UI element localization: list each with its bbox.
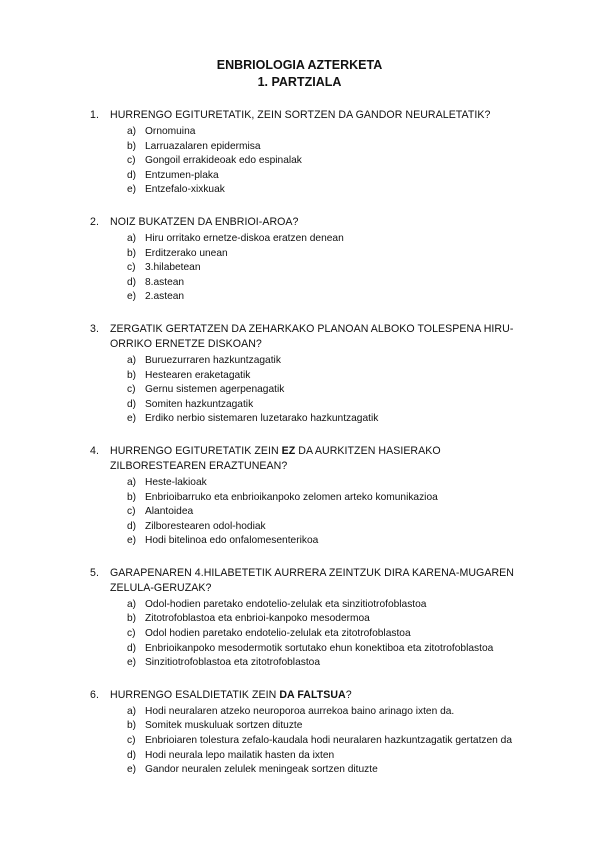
option-text: Hodi neurala lepo mailatik hasten da ixten	[145, 749, 335, 761]
option-letter: a)	[127, 354, 137, 366]
option-letter: a)	[127, 126, 137, 137]
option-b	[0, 491, 545, 506]
page-subtitle: 1. PARTZIALA	[257, 75, 342, 89]
option-letter: e)	[127, 291, 137, 303]
option-text: Erditzerako unean	[145, 247, 228, 259]
option-c	[0, 734, 545, 749]
option-text: Hodi bitelinoa edo onfalomesenterikoa	[145, 535, 319, 547]
option-text: Gernu sistemen agerpenagatik	[145, 384, 285, 396]
option-list	[0, 354, 599, 427]
option-letter: b)	[127, 247, 137, 259]
question-number: 6.	[90, 688, 99, 701]
option-list	[0, 476, 599, 549]
option-text: Buruezurraren hazkuntzagatik	[145, 354, 281, 366]
option-letter: c)	[127, 506, 136, 518]
option-a	[0, 705, 545, 720]
question-text	[0, 688, 530, 703]
option-e	[0, 290, 545, 305]
option-c	[0, 154, 545, 169]
option-text: Enbrioiaren tolestura zefalo-kaudala hodi neuralaren hazkuntzagatik gertatzen da	[145, 735, 512, 747]
option-letter: c)	[127, 262, 136, 274]
option-letter: b)	[127, 613, 137, 625]
option-b	[0, 247, 545, 262]
question-list	[0, 108, 599, 795]
option-text: Entzefalo-xixkuak	[145, 184, 225, 196]
option-a	[0, 354, 545, 369]
question-prompt: HURRENGO EGITURETATIK, ZEIN SORTZEN DA GANDOR NEURALETATIK?	[110, 109, 491, 121]
option-list	[0, 705, 599, 778]
question-prompt-emphasis: EZ	[281, 444, 296, 457]
option-b	[0, 719, 545, 734]
option-text: Alantoidea	[145, 506, 194, 518]
question-number: 2.	[90, 215, 99, 228]
option-letter: e)	[127, 535, 137, 547]
option-letter: e)	[127, 413, 137, 425]
option-text: Heste-lakioak	[145, 476, 207, 488]
option-a	[0, 125, 545, 140]
question-prompt: ZERGATIK GERTATZEN DA ZEHARKAKO PLANOAN ALBOKO TOLESPENA HIRU-ORRIKO ERNETZE DISKOAN?	[110, 322, 514, 350]
option-letter: b)	[127, 491, 137, 503]
option-list	[0, 598, 599, 671]
page-title: ENBRIOLOGIA AZTERKETA	[216, 58, 383, 72]
option-text: Odol hodien paretako endotelio-zelulak eta zitotrofoblastoa	[145, 628, 411, 640]
question-number: 1.	[90, 109, 99, 121]
option-letter: c)	[127, 628, 136, 640]
option-b	[0, 612, 545, 627]
question-4	[0, 444, 599, 549]
option-letter: d)	[127, 749, 137, 761]
option-letter: e)	[127, 657, 137, 669]
option-text: Gongoil errakideoak edo espinalak	[145, 155, 302, 167]
option-list	[0, 232, 599, 305]
question-prompt-start: HURRENGO EGITURETATIK ZEIN	[110, 444, 282, 457]
option-d	[0, 749, 545, 764]
option-text: Gandor neuralen zelulek meningeak sortzen dituzte	[145, 764, 378, 776]
option-text: 8.astean	[145, 276, 185, 288]
option-letter: c)	[127, 384, 136, 396]
option-a	[0, 476, 545, 491]
question-3	[0, 322, 599, 427]
question-prompt-emphasis: DA FALTSUA	[279, 688, 346, 701]
option-letter: b)	[127, 720, 137, 732]
option-text: Hiru orritako ernetze-diskoa eratzen denean	[145, 232, 344, 244]
option-c	[0, 261, 545, 276]
option-c	[0, 383, 545, 398]
option-d	[0, 520, 545, 535]
option-text: Entzumen-plaka	[145, 169, 219, 181]
option-b	[0, 140, 545, 155]
option-letter: d)	[127, 398, 137, 410]
option-d	[0, 642, 545, 657]
option-text: 2.astean	[145, 291, 185, 303]
question-text	[0, 215, 530, 230]
option-text: Zilborestearen odol-hodiak	[145, 520, 266, 532]
option-text: Larruazalaren epidermisa	[145, 140, 261, 152]
option-letter: a)	[127, 476, 137, 488]
option-d	[0, 276, 545, 291]
question-text	[0, 566, 530, 596]
option-text: Enbrioikanpoko mesodermotik sortutako ehun konektiboa eta zitotrofoblastoa	[145, 642, 494, 654]
option-e	[0, 763, 545, 778]
option-text: Somitek muskuluak sortzen dituzte	[145, 720, 303, 732]
option-text: Zitotrofoblastoa eta enbrioi-kanpoko mesodermoa	[145, 613, 370, 625]
option-letter: a)	[127, 232, 137, 244]
option-letter: d)	[127, 276, 137, 288]
option-d	[0, 398, 545, 413]
question-text	[0, 108, 530, 123]
option-list	[0, 125, 599, 198]
option-b	[0, 369, 545, 384]
question-prompt-start: HURRENGO ESALDIETATIK ZEIN	[110, 688, 280, 701]
option-letter: e)	[127, 764, 137, 776]
option-e	[0, 534, 545, 549]
option-letter: c)	[127, 155, 136, 167]
option-text: Hodi neuralaren atzeko neuroporoa aurrekoa baino arinago ixten da.	[145, 705, 455, 717]
question-number: 3.	[90, 322, 99, 335]
option-text: Enbrioibarruko eta enbrioikanpoko zelomen arteko komunikazioa	[145, 491, 438, 503]
option-letter: d)	[127, 169, 137, 181]
option-c	[0, 627, 545, 642]
option-letter: a)	[127, 598, 137, 610]
option-text: Odol-hodien paretako endotelio-zelulak eta sinzitiotrofoblastoa	[145, 598, 427, 610]
question-2	[0, 215, 599, 305]
option-letter: e)	[127, 184, 137, 196]
option-text: 3.hilabetean	[145, 262, 201, 274]
option-letter: c)	[127, 735, 136, 747]
option-text: Sinzitiotrofoblastoa eta zitotrofoblastoa	[145, 657, 320, 669]
option-text: Hestearen eraketagatik	[145, 369, 251, 381]
question-6	[0, 688, 599, 778]
option-a	[0, 232, 545, 247]
option-e	[0, 656, 545, 671]
question-number: 5.	[90, 566, 99, 579]
option-letter: b)	[127, 140, 137, 152]
option-a	[0, 598, 545, 613]
option-e	[0, 412, 545, 427]
question-prompt-end: DA AURKITZEN HASIERAKO ZILBORESTEAREN ERAZTUNEAN?	[110, 444, 441, 472]
question-number: 4.	[90, 444, 99, 457]
option-d	[0, 169, 545, 184]
question-1	[0, 108, 599, 198]
question-prompt: GARAPENAREN 4.HILABETETIK AURRERA ZEINTZUK DIRA KARENA-MUGAREN ZELULA-GERUZAK?	[110, 566, 514, 594]
option-text: Erdiko nerbio sistemaren luzetarako hazkuntzagatik	[145, 413, 379, 425]
question-text	[0, 444, 530, 474]
option-e	[0, 183, 545, 198]
option-letter: d)	[127, 642, 137, 654]
question-prompt-end: ?	[345, 688, 352, 701]
option-letter: d)	[127, 520, 137, 532]
option-text: Ornomuina	[145, 126, 196, 137]
question-prompt: NOIZ BUKATZEN DA ENBRIOI-AROA?	[110, 215, 299, 228]
option-letter: a)	[127, 705, 137, 717]
option-text: Somiten hazkuntzagatik	[145, 398, 254, 410]
question-text	[0, 322, 530, 352]
option-c	[0, 505, 545, 520]
option-letter: b)	[127, 369, 137, 381]
question-5	[0, 566, 599, 671]
